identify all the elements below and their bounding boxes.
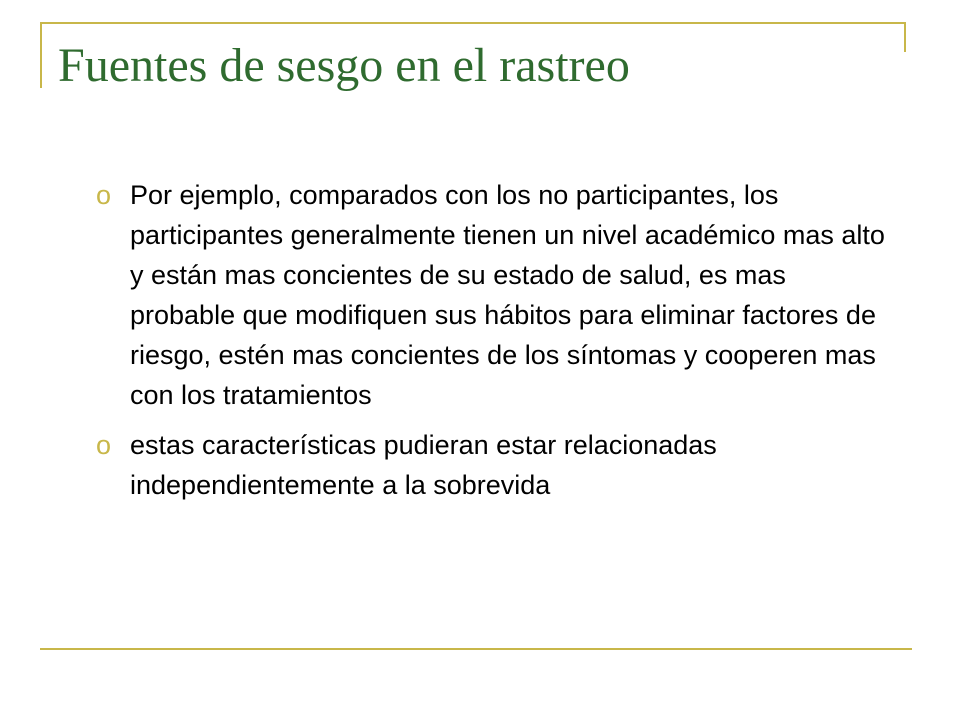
bullet-marker-icon: o (96, 180, 112, 210)
slide-title: Fuentes de sesgo en el rastreo (58, 39, 630, 92)
frame-left-line (40, 22, 42, 88)
bullet-marker-icon: o (96, 430, 112, 460)
bullet-item (96, 175, 886, 415)
bullet-text: Por ejemplo, comparados con los no participantes, los participantes generalmente tienen un nivel académico mas alto y están mas concientes de su estado de salud, es mas probable que modifiquen sus hábitos para eliminar factores de riesgo, estén mas concientes de los síntomas y cooperen mas con los tratamientos (130, 180, 885, 410)
bullet-text: estas características pudieran estar relacionadas independientemente a la sobrevida (130, 430, 717, 500)
bullet-item (96, 425, 886, 505)
frame-top-line (40, 22, 906, 24)
frame-bottom-line (40, 648, 912, 650)
bullet-list (96, 175, 886, 515)
frame-right-line (904, 22, 906, 52)
